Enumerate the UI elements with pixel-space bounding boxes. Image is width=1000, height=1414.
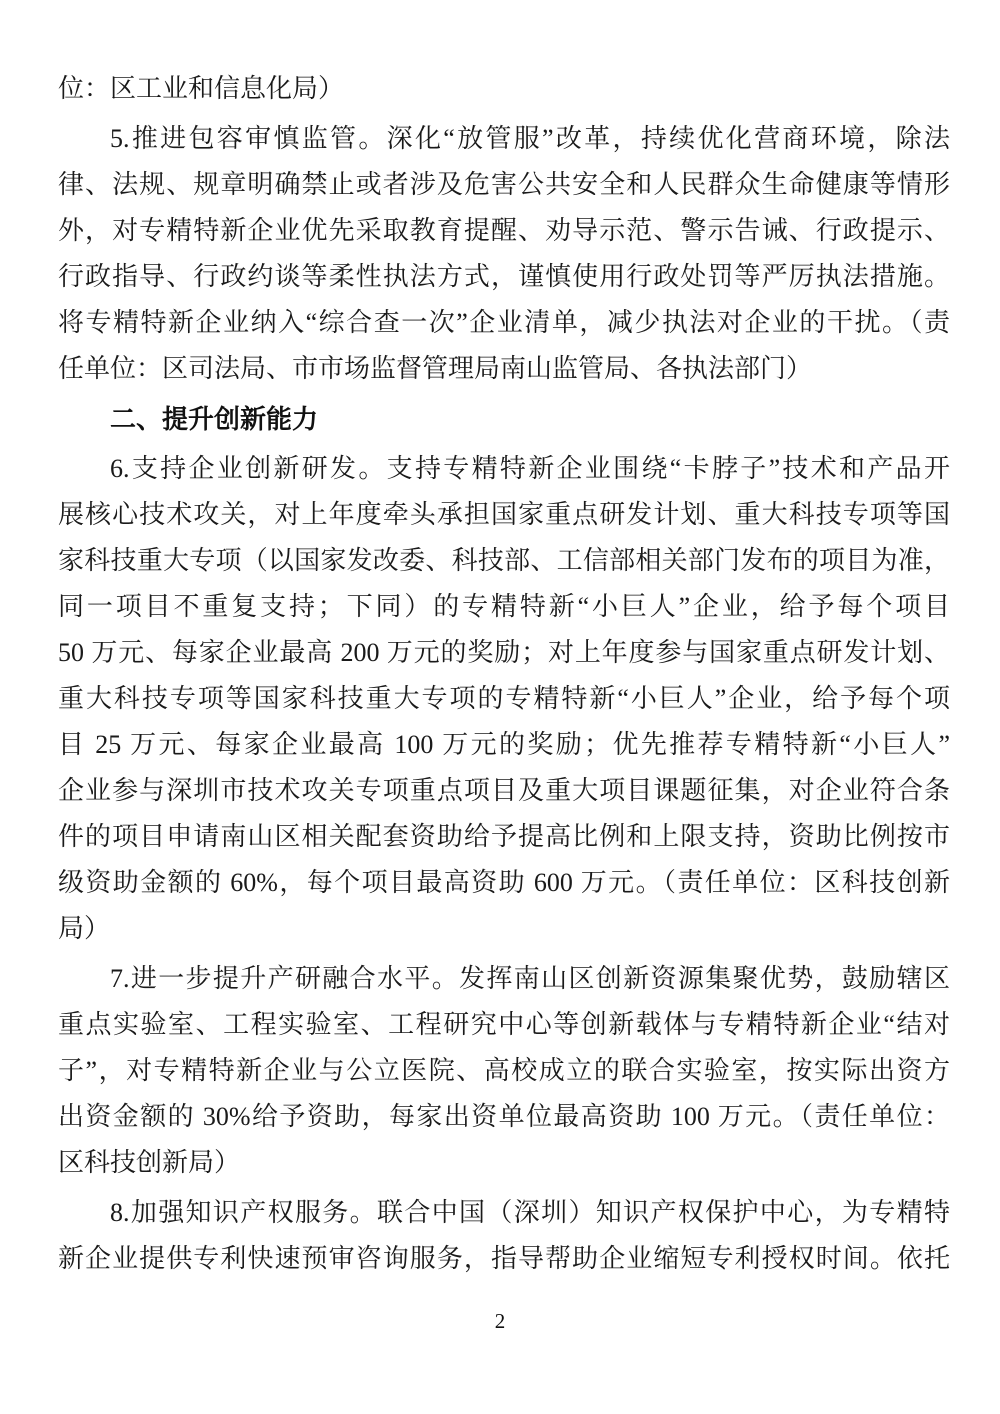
text-line: 新企业提供专利快速预审咨询服务，指导帮助企业缩短专利授权时间。依托 — [58, 1244, 950, 1273]
text-line: 件的项目申请南山区相关配套资助给予提高比例和上限支持，资助比例按市 — [58, 822, 950, 851]
text-line: 8.加强知识产权服务。联合中国（深圳）知识产权保护中心，为专精特 — [110, 1198, 950, 1227]
text-line: 重大科技专项等国家科技重大专项的专精特新“小巨人”企业，给予每个项 — [58, 684, 950, 713]
text-line: 局） — [58, 914, 111, 943]
text-line: 出资金额的 30%给予资助，每家出资单位最高资助 100 万元。（责任单位： — [58, 1102, 950, 1131]
text-line: 子”，对专精特新企业与公立医院、高校成立的联合实验室，按实际出资方 — [58, 1056, 950, 1085]
document-body — [58, 66, 950, 1282]
text-line: 级资助金额的 60%，每个项目最高资助 600 万元。（责任单位：区科技创新 — [58, 868, 950, 897]
text-line: 行政指导、行政约谈等柔性执法方式，谨慎使用行政处罚等严厉执法措施。 — [58, 262, 950, 291]
text-line: 同一项目不重复支持；下同）的专精特新“小巨人”企业，给予每个项目 — [58, 592, 950, 621]
text-line: 任单位：区司法局、市市场监督管理局南山监管局、各执法部门） — [58, 354, 813, 383]
text-line: 6.支持企业创新研发。支持专精特新企业围绕“卡脖子”技术和产品开 — [110, 454, 950, 483]
text-line: 律、法规、规章明确禁止或者涉及危害公共安全和人民群众生命健康等情形 — [58, 170, 950, 199]
text-line: 将专精特新企业纳入“综合查一次”企业清单，减少执法对企业的干扰。（责 — [58, 308, 950, 337]
document-lines — [58, 66, 950, 1282]
page-number: 2 — [494, 1309, 506, 1333]
text-line: 7.进一步提升产研融合水平。发挥南山区创新资源集聚优势，鼓励辖区 — [110, 964, 950, 993]
text-line: 重点实验室、工程实验室、工程研究中心等创新载体与专精特新企业“结对 — [58, 1010, 950, 1039]
text-line: 目 25 万元、每家企业最高 100 万元的奖励；优先推荐专精特新“小巨人” — [58, 730, 950, 759]
text-line: 位：区工业和信息化局） — [58, 74, 345, 103]
text-line: 50 万元、每家企业最高 200 万元的奖励；对上年度参与国家重点研发计划、 — [58, 638, 950, 667]
text-line: 区科技创新局） — [58, 1148, 241, 1177]
text-line: 外，对专精特新企业优先采取教育提醒、劝导示范、警示告诫、行政提示、 — [58, 216, 950, 245]
text-line: 5.推进包容审慎监管。深化“放管服”改革，持续优化营商环境，除法 — [110, 124, 950, 153]
text-line: 家科技重大专项（以国家发改委、科技部、工信部相关部门发布的项目为准， — [58, 546, 950, 575]
text-line: 企业参与深圳市技术攻关专项重点项目及重大项目课题征集，对企业符合条 — [58, 776, 950, 805]
section-heading: 二、提升创新能力 — [110, 404, 319, 434]
text-line: 展核心技术攻关，对上年度牵头承担国家重点研发计划、重大科技专项等国 — [58, 500, 950, 529]
